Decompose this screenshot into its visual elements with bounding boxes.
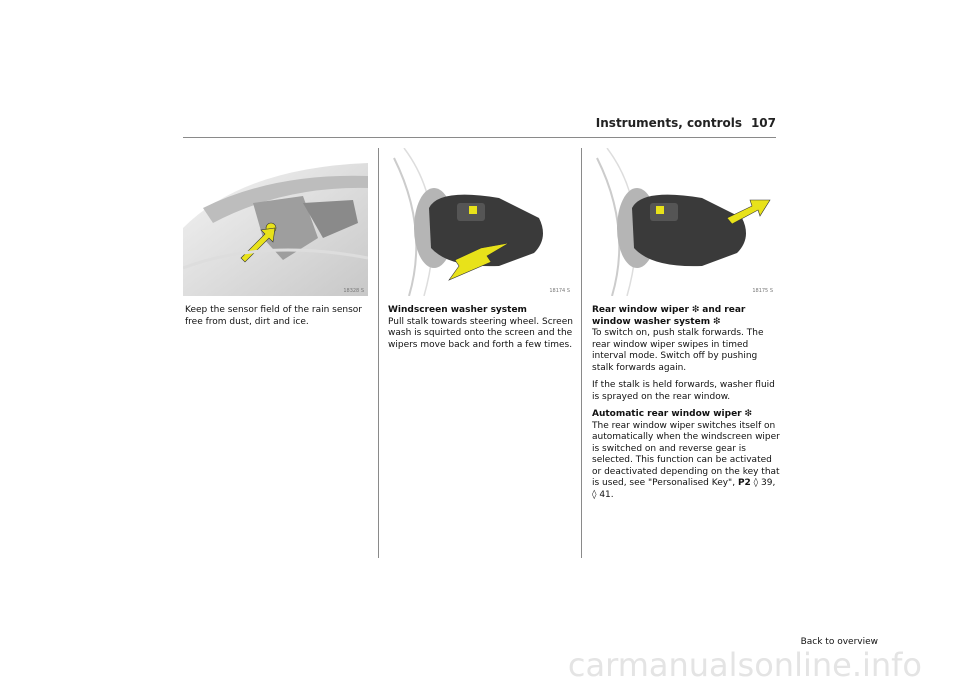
page-header [180,116,776,134]
figure-rear-wiper [592,148,777,296]
wiper-stalk-push-illustration-icon [592,148,777,296]
rear-wiper-heading-mid: and rear window washer system [592,305,746,327]
column-divider [581,148,582,558]
rear-wiper-heading: Rear window wiper [592,305,689,315]
figure-rain-sensor [183,148,368,296]
reference-arrow-icon: ◊ [592,489,597,500]
figure-code: 18175 S [752,288,773,294]
washer-text: Pull stalk towards steering wheel. Screen wash is squirted onto the screen and the wipers move back and forth a few times. [388,316,573,350]
column-rear-wiper [592,305,780,507]
figure-code: 18328 S [343,288,364,294]
column-washer [388,305,576,357]
option-star-icon: ❇ [712,316,721,327]
option-star-icon: ❇ [744,409,753,419]
back-to-overview-link[interactable]: Back to overview [800,637,878,647]
auto-rear-wiper-text: The rear window wiper switches itself on automatically when the windscreen wiper is switched on and reverse gear is selected. This function can be activated or deactivated depending on the key that is used, see "Personalised Key", [592,420,780,488]
column-rain-sensor [185,305,373,334]
reference-arrow-icon: ◊ [753,478,759,488]
header-rule [183,137,776,138]
page-ref-link[interactable]: 39, [761,478,776,488]
rear-wiper-washer-text: If the stalk is held forwards, washer fluid is sprayed on the rear window. [592,380,775,402]
washer-heading: Windscreen washer system [388,305,527,315]
auto-rear-wiper-heading: Automatic rear window wiper [592,409,742,419]
watermark: carmanualsonline.info [567,646,922,684]
figure-washer-pull [389,148,574,296]
option-star-icon: ❇ [691,305,700,315]
ref-label: P2 [737,478,751,488]
page-number: 107 [750,116,776,130]
rain-sensor-illustration-icon [183,148,368,296]
page-ref-link[interactable]: 41. [599,489,614,500]
wiper-stalk-pull-illustration-icon [389,148,574,296]
column-divider [378,148,379,558]
figure-code: 18174 S [549,288,570,294]
rain-sensor-text: Keep the sensor field of the rain sensor free from dust, dirt and ice. [185,305,362,327]
section-title: Instruments, controls [595,116,742,130]
rear-wiper-text: To switch on, push stalk forwards. The rear window wiper swipes in timed interval mode. Switch off by pushing stalk forwards again. [592,328,764,373]
